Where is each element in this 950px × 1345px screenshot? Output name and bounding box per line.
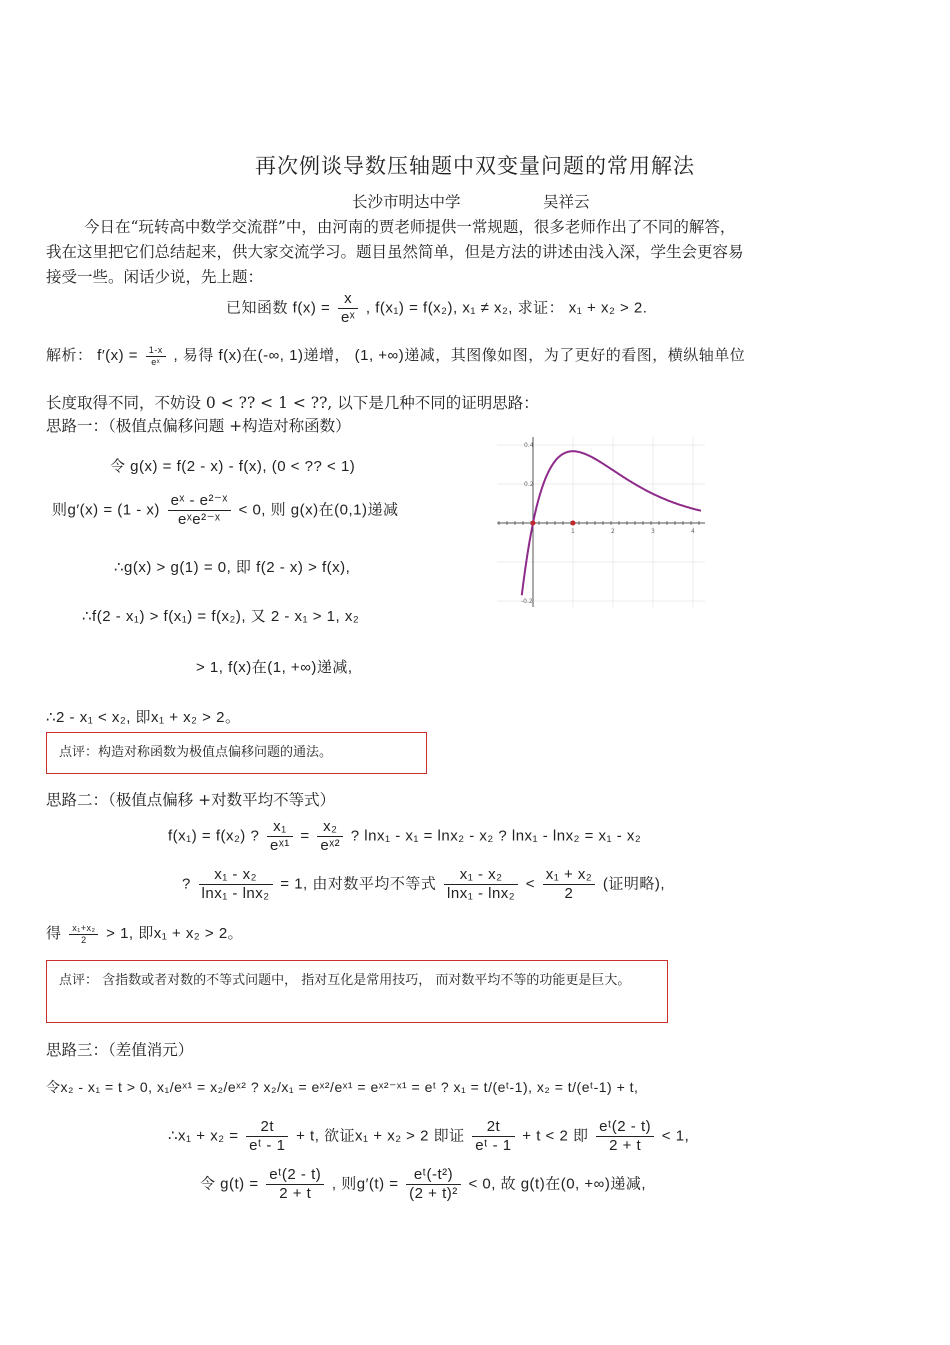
intro-line-1: 今日在“玩转高中数学交流群”中，由河南的贾老师提供一常规题，很多老师作出了不同的解答， [84, 218, 736, 236]
method3-line-1: 令x₂ - x₁ = t > 0, x₁/eˣ¹ = x₂/eˣ² ? x₂/x₁ = eˣ²/eˣ¹ = eˣ²⁻ˣ¹ = eᵗ ? x₁ = t/(eᵗ-1), x₂ = t/(eᵗ-1) + t, [46, 1079, 639, 1095]
m3-frac-2: $\frac{2t}{\text{eᵗ - 1}}$ [472, 1118, 514, 1155]
m3-frac-4: $\frac{\text{eᵗ(2 - t)}}{2 + t}$ [266, 1166, 324, 1203]
analysis-line-2: 长度取得不同，不妨设 0 < ?? < 1 < ??, 以下是几种不同的证明思路： [46, 394, 539, 412]
method2-line-2: ? $\frac{\text{x₁ - x₂}}{\text{lnx₁ - lnx₂}}$ = 1, 由对数平均不等式 $\frac{\text{x₁ - x₂}}{\text{lnx₁ - lnx₂}}$ < $\frac{\text{x₁ + x₂}}{2}$ (证明略), [182, 866, 666, 902]
problem-prefix: 已知函数 f(x) = [226, 299, 331, 317]
method1-line-3: ∴g(x) > g(1) = 0, 即 f(2 - x) > f(x), [114, 559, 351, 576]
problem-rest: , f(x₁) = f(x₂), x₁ ≠ x₂, 求证： x₁ + x₂ > 2. [365, 299, 648, 317]
method1-line-6: ∴2 - x₁ < x₂, 即x₁ + x₂ > 2。 [46, 709, 241, 726]
method1-comment-box [46, 732, 427, 774]
origin-point [531, 521, 536, 526]
method2-comment: 点评： 含指数或者对数的不等式问题中， 指对互化是常用技巧， 而对数平均不等的功能更是巨大。 [59, 973, 631, 988]
method3-line-2: ∴x₁ + x₂ = $\frac{2t}{\text{eᵗ - 1}}$ + t, 欲证x₁ + x₂ > 2 即证 $\frac{2t}{\text{eᵗ - 1}}$ + t < 2 即 $\frac{\text{eᵗ(2 - t)}}{2 + t}$ < 1, [168, 1118, 690, 1154]
x-tick-1: 1 [571, 528, 575, 535]
m3-frac-3: $\frac{\text{eᵗ(2 - t)}}{2 + t}$ [596, 1118, 654, 1155]
y-tick-neg0.2: -0.2 [521, 598, 533, 605]
analysis-line-1: 解析： f′(x) = $\frac{1-x}{\text{eˣ}}$ , 易得 f(x)在(-∞, 1)递增， (1, +∞)递减，其图像如图，为了更好的看图，横纵轴单位 [46, 344, 746, 367]
method3-line-3: 令 g(t) = $\frac{\text{eᵗ(2 - t)}}{2 + t}$ , 则g′(t) = $\frac{\text{eᵗ(-t²)}}{\text{(2 + t)²}}$ < 0, 故 g(t)在(0, +∞)递减, [200, 1166, 646, 1202]
method1-comment: 点评：构造对称函数为极值点偏移问题的通法。 [59, 745, 333, 760]
method2-line-3: 得 $\frac{\text{x₁+x₂}}{2}$ > 1, 即x₁ + x₂ > 2。 [46, 922, 244, 945]
m2-frac-2: $\frac{\text{x₂}}{\text{eˣ²}}$ [317, 818, 343, 855]
derivative-fraction: $\frac{1-x}{\text{eˣ}}$ [146, 345, 166, 368]
method2-comment-box [46, 960, 668, 1023]
method1-heading: 思路一：（极值点偏移问题 +构造对称函数） [46, 417, 351, 435]
m2-frac-5: $\frac{\text{x₁ + x₂}}{2}$ [543, 866, 595, 903]
intro-line-2: 我在这里把它们总结起来，供大家交流学习。题目虽然简单，但是方法的讲述由浅入深，学生会更容易 [46, 243, 744, 261]
method1-line-2: 则g′(x) = (1 - x) $\frac{\text{eˣ - e²⁻ˣ}}{\text{eˣe²⁻ˣ}}$ < 0, 则 g(x)在(0,1)递减 [52, 492, 399, 528]
y-tick-0.4: 0.4 [524, 442, 534, 449]
m2-frac-1: $\frac{\text{x₁}}{\text{eˣ¹}}$ [267, 818, 293, 855]
m2-frac-6: $\frac{\text{x₁+x₂}}{2}$ [69, 923, 98, 946]
method1-line-5: > 1, f(x)在(1, +∞)递减, [196, 659, 353, 676]
problem-fraction: $\frac{x}{\text{eˣ}}$ [338, 290, 358, 327]
method1-line-1: 令 g(x) = f(2 - x) - f(x), (0 < ?? < 1) [110, 458, 356, 475]
method3-heading: 思路三：（差值消元） [46, 1041, 194, 1059]
m3-frac-5: $\frac{\text{eᵗ(-t²)}}{\text{(2 + t)²}}$ [406, 1166, 461, 1203]
m2-frac-3: $\frac{\text{x₁ - x₂}}{\text{lnx₁ - lnx₂}}$ [199, 866, 273, 903]
author-school: 长沙市明达中学 [352, 193, 461, 211]
method1-fraction: $\frac{\text{eˣ - e²⁻ˣ}}{\text{eˣe²⁻ˣ}}$ [168, 492, 231, 529]
x-tick-2: 2 [611, 528, 615, 535]
method1-line-4: ∴f(2 - x₁) > f(x₁) = f(x₂), 又 2 - x₁ > 1, x₂ [82, 608, 360, 625]
m3-frac-1: $\frac{2t}{\text{eᵗ - 1}}$ [246, 1118, 288, 1155]
author-name: 吴祥云 [543, 193, 590, 211]
problem-statement [226, 290, 647, 327]
page-title: 再次例谈导数压轴题中双变量问题的常用解法 [255, 154, 695, 178]
intro-line-3: 接受一些。闲话少说，先上题： [46, 268, 264, 286]
m2-frac-4: $\frac{\text{x₁ - x₂}}{\text{lnx₁ - lnx₂}}$ [444, 866, 518, 903]
point-x-1 [571, 521, 576, 526]
method2-heading: 思路二：（极值点偏移 +对数平均不等式） [46, 791, 336, 809]
function-graph [497, 437, 705, 607]
method2-line-1: f(x₁) = f(x₂) ? $\frac{\text{x₁}}{\text{eˣ¹}}$ = $\frac{\text{x₂}}{\text{eˣ²}}$ ? lnx₁ - x₁ = lnx₂ - x₂ ? lnx₁ - lnx₂ = x₁ - x₂ [168, 818, 642, 854]
y-tick-0.2: 0.2 [524, 481, 534, 488]
x-tick-3: 3 [651, 528, 655, 535]
x-tick-4: 4 [691, 528, 695, 535]
